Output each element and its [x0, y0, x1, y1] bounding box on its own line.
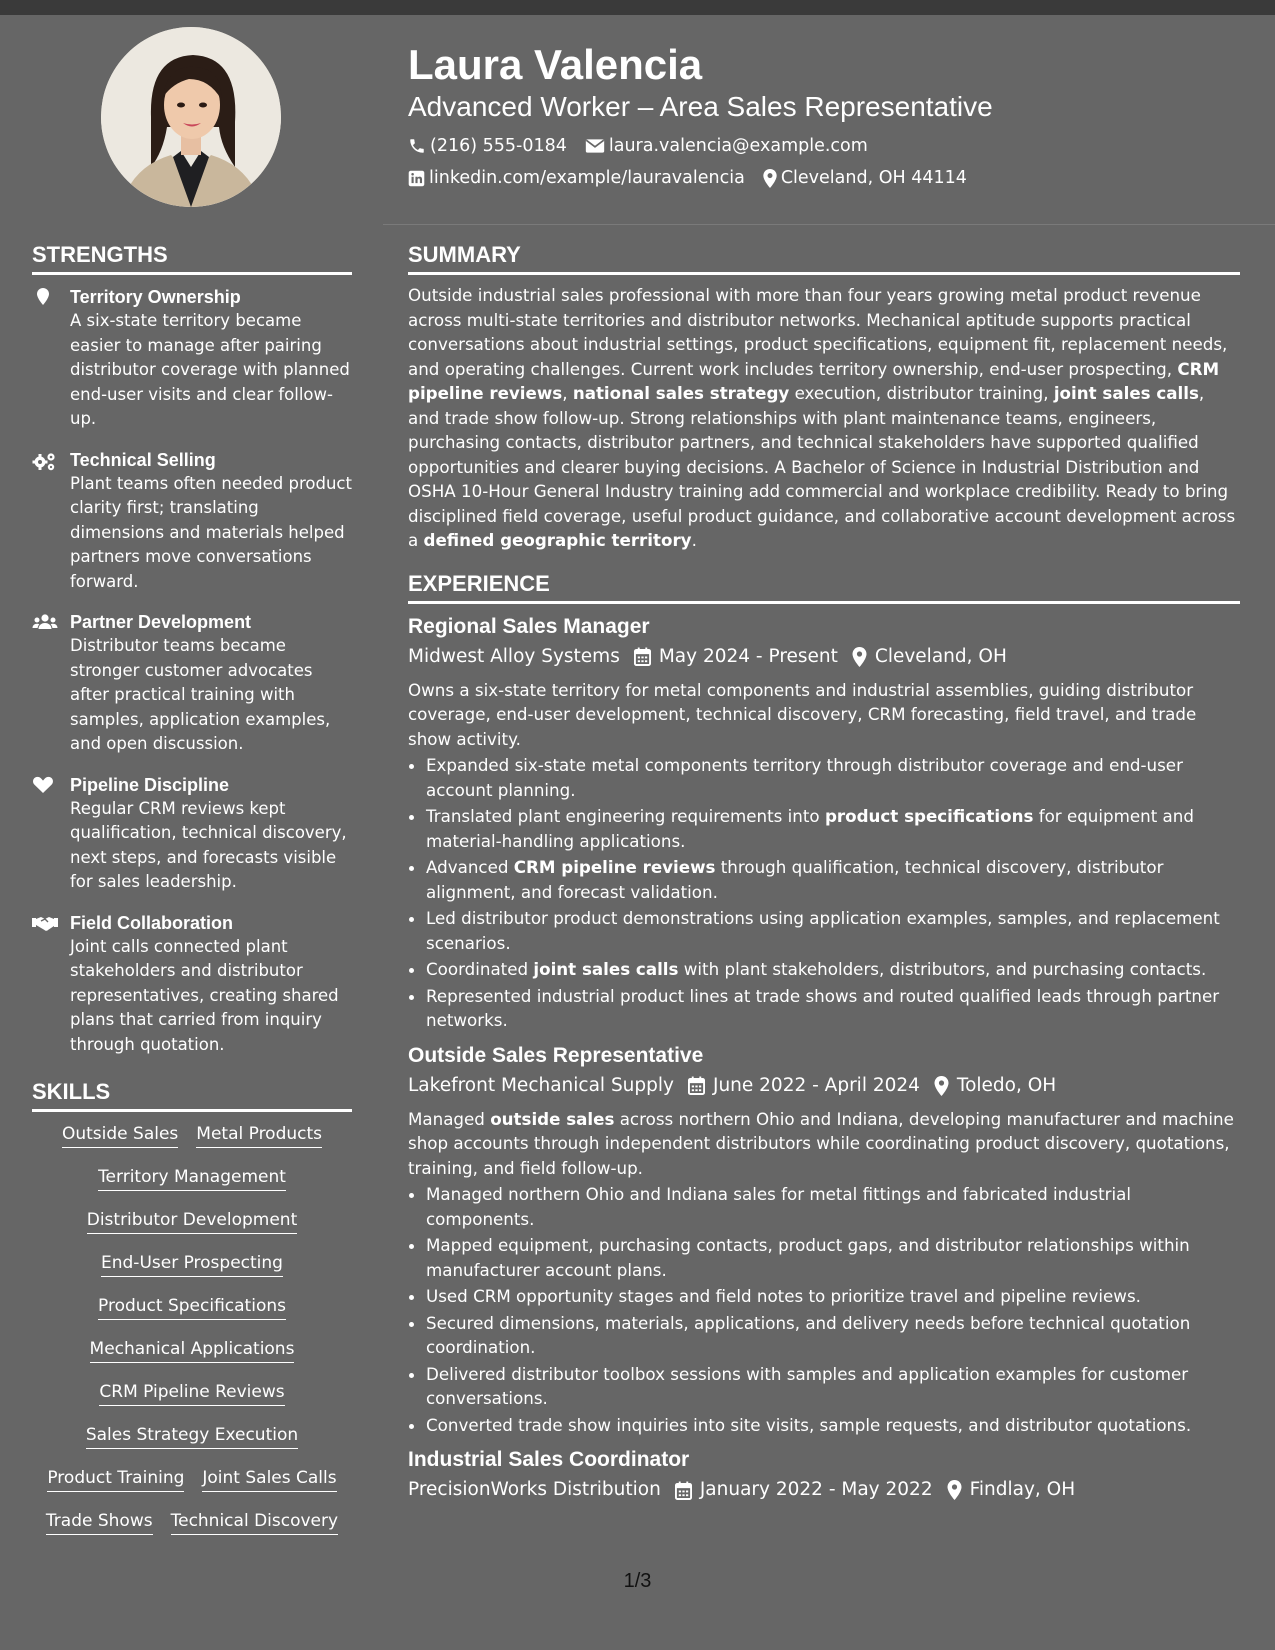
resume-header	[408, 40, 1248, 194]
envelope-icon	[585, 138, 605, 154]
body-text: Represented industrial product lines at trade shows and routed qualified leads through partner networks.	[426, 985, 1220, 1030]
job-bullet	[426, 984, 1240, 1033]
location-contact	[763, 162, 967, 194]
strength-title: Partner Development	[70, 612, 252, 632]
body-text: across northern Ohio and Indiana, developing manufacturer and machine shop accounts through independent distributors while coordinating product discovery, quotations, training, and field follow-up.	[408, 1108, 1234, 1178]
body-text: Owns a six-state territory for metal components and industrial assemblies, guiding distributor coverage, end-user development, technical discovery, CRM forecasting, field travel, and trade show activity.	[408, 679, 1197, 749]
job-meta	[408, 1071, 1240, 1101]
users-icon	[32, 612, 58, 634]
skill-tag: Metal Products	[196, 1122, 322, 1148]
linkedin-icon	[408, 170, 425, 187]
body-text: ,	[562, 383, 573, 403]
company-name: Midwest Alloy Systems	[408, 645, 620, 667]
body-text: .	[691, 530, 697, 550]
job-bullet	[426, 753, 1240, 802]
job-location	[947, 1475, 1076, 1505]
phone-text: (216) 555-0184	[430, 136, 567, 156]
strength-item	[32, 610, 352, 757]
emphasis-text: joint sales calls	[1053, 383, 1199, 403]
strengths-heading: STRENGTHS	[32, 240, 352, 275]
skills-list	[32, 1122, 352, 1535]
contact-line-1	[408, 130, 1248, 162]
map-pin-icon	[934, 1076, 949, 1096]
body-text: Mapped equipment, purchasing contacts, product gaps, and distributor relationships within manufacturer account plans.	[426, 1235, 1190, 1280]
skill-tag: Trade Shows	[46, 1509, 153, 1535]
calendar-icon	[634, 647, 651, 666]
job-summary	[408, 1107, 1240, 1181]
email-text[interactable]: laura.valencia@example.com	[608, 136, 868, 156]
handshake-icon	[32, 913, 58, 935]
skill-tag: Territory Management	[98, 1165, 286, 1191]
location-text: Cleveland, OH 44114	[780, 168, 967, 188]
skill-tag: Joint Sales Calls	[202, 1466, 336, 1492]
experience-heading: EXPERIENCE	[408, 569, 1240, 604]
skill-tag: Sales Strategy Execution	[86, 1423, 298, 1449]
experience-list	[408, 612, 1240, 1506]
skill-tag: End-User Prospecting	[101, 1251, 283, 1277]
skill-tag: Mechanical Applications	[90, 1337, 295, 1363]
job-location-text: Cleveland, OH	[874, 645, 1007, 667]
emphasis-text: defined geographic territory	[423, 530, 692, 550]
strength-desc: A six-state territory became easier to manage after pairing distributor coverage with planned end-user visits and clear follow-up.	[70, 311, 350, 428]
job-bullet	[426, 1362, 1240, 1411]
job-bullet	[426, 1311, 1240, 1360]
strength-desc: Plant teams often needed product clarity first; translating dimensions and materials helped partners move conversations forward.	[70, 473, 352, 591]
job-location-text: Findlay, OH	[969, 1479, 1076, 1500]
profile-photo	[101, 27, 281, 207]
body-text: execution, distributor training,	[789, 383, 1054, 403]
job-location	[934, 1071, 1056, 1101]
strength-title: Pipeline Discipline	[70, 774, 230, 795]
summary-text	[408, 283, 1240, 553]
strength-title: Technical Selling	[70, 449, 216, 470]
job-dates-text: January 2022 - May 2022	[699, 1479, 933, 1500]
strength-item	[32, 285, 352, 432]
job-bullet	[426, 1284, 1240, 1309]
linkedin-contact[interactable]	[408, 162, 745, 194]
phone-icon	[408, 137, 426, 155]
emphasis-text: CRM pipeline reviews	[513, 857, 716, 877]
header-divider	[383, 224, 1275, 225]
job-dates	[634, 642, 838, 672]
job-meta	[408, 642, 1240, 672]
job-entry	[408, 1445, 1240, 1505]
phone-contact	[408, 130, 567, 162]
calendar-icon	[688, 1076, 705, 1095]
job-dates	[675, 1475, 933, 1505]
job-dates-text: May 2024 - Present	[658, 645, 838, 667]
emphasis-text: outside sales	[490, 1108, 615, 1129]
job-entry	[408, 1041, 1240, 1438]
body-text: , and trade show follow-up. Strong relationships with plant maintenance teams, engineers, purchasing contacts, distributor partners, and technical stakeholders have supported qualified opportunities and clearer buying decisions. A Bachelor of Science in Industrial Distribution and OSHA 10-Hour General Industry training add commercial and workplace credibility. Ready to bring disciplined field coverage, useful product guidance, and collaborative account development across a	[408, 383, 1236, 550]
body-text: Used CRM opportunity stages and field notes to prioritize travel and pipeline reviews.	[426, 1286, 1141, 1306]
skill-tag: Distributor Development	[87, 1208, 298, 1234]
job-bullet	[426, 804, 1240, 853]
page-number: 1/3	[623, 1570, 652, 1592]
candidate-role: Advanced Worker – Area Sales Representative	[408, 91, 993, 122]
emphasis-text: CRM pipeline reviews	[408, 358, 1220, 403]
job-bullets	[408, 753, 1240, 1033]
body-text: with plant stakeholders, distributors, and purchasing contacts.	[678, 959, 1207, 979]
strength-desc: Regular CRM reviews kept qualification, technical discovery, next steps, and forecasts visible for sales leadership.	[70, 798, 347, 891]
job-bullet	[426, 855, 1240, 904]
job-bullets	[408, 1182, 1240, 1437]
body-text: Advanced	[426, 857, 514, 877]
contact-line-2	[408, 162, 1248, 194]
emphasis-text: product specifications	[824, 806, 1034, 826]
body-text: for equipment and material-handling applications.	[426, 806, 1194, 851]
skill-tag: Product Specifications	[98, 1294, 286, 1320]
map-pin-icon	[763, 169, 777, 188]
body-text: Expanded six-state metal components territory through distributor coverage and end-user account planning.	[426, 755, 1183, 800]
job-bullet	[426, 1182, 1240, 1231]
skill-tag: Product Training	[47, 1466, 184, 1492]
body-text: Delivered distributor toolbox sessions with samples and application examples for customer conversations.	[426, 1363, 1189, 1408]
map-pin-icon	[852, 647, 867, 667]
job-meta	[408, 1475, 1240, 1505]
right-column	[408, 240, 1240, 1505]
skill-tag: CRM Pipeline Reviews	[99, 1380, 284, 1406]
skill-tag: Technical Discovery	[171, 1509, 338, 1535]
job-summary	[408, 678, 1240, 752]
job-title: Regional Sales Manager	[408, 614, 650, 638]
job-title: Outside Sales Representative	[408, 1043, 704, 1067]
body-text: Secured dimensions, materials, applications, and delivery needs before technical quotation coordination.	[426, 1312, 1191, 1357]
strength-item	[32, 448, 352, 595]
job-bullet	[426, 1413, 1240, 1438]
job-bullet	[426, 1233, 1240, 1282]
gears-icon	[32, 450, 58, 472]
body-text: Led distributor product demonstrations using application examples, samples, and replacement scenarios.	[426, 908, 1220, 953]
emphasis-text: joint sales calls	[533, 959, 679, 979]
job-bullet	[426, 957, 1240, 982]
top-bar	[0, 0, 1275, 15]
calendar-icon	[675, 1481, 692, 1500]
job-title: Industrial Sales Coordinator	[408, 1448, 690, 1471]
linkedin-text[interactable]: linkedin.com/example/lauravalencia	[429, 168, 745, 188]
strength-item	[32, 773, 352, 895]
company-name: PrecisionWorks Distribution	[408, 1479, 661, 1500]
body-text: Managed	[408, 1108, 491, 1129]
body-text: Translated plant engineering requirements into	[426, 806, 825, 826]
strength-title: Territory Ownership	[70, 287, 241, 307]
body-text: Converted trade show inquiries into site visits, sample requests, and distributor quotations.	[426, 1414, 1192, 1435]
body-text: Outside industrial sales professional with more than four years growing metal product revenue across multi-state territories and distributor networks. Mechanical aptitude supports practical conversations about industrial settings, product specifications, equipment fit, replacement needs, and operating challenges. Current work includes territory ownership, end-user prospecting,	[408, 285, 1228, 379]
heart-icon	[32, 775, 58, 797]
job-bullet	[426, 906, 1240, 955]
map-pin-icon	[947, 1480, 962, 1500]
strength-desc: Distributor teams became stronger customer advocates after practical training with samples, application examples, and open discussion.	[70, 636, 331, 753]
job-dates	[688, 1071, 920, 1101]
body-text: Managed northern Ohio and Indiana sales for metal fittings and fabricated industrial components.	[426, 1184, 1131, 1229]
job-dates-text: June 2022 - April 2024	[712, 1074, 920, 1096]
emphasis-text: national sales strategy	[572, 383, 790, 403]
email-contact[interactable]	[585, 130, 868, 162]
map-pin-icon	[32, 287, 58, 309]
skills-heading: SKILLS	[32, 1077, 352, 1112]
strengths-list	[32, 285, 352, 1057]
strength-item	[32, 911, 352, 1058]
candidate-name: Laura Valencia	[408, 41, 703, 88]
job-location-text: Toledo, OH	[956, 1074, 1057, 1096]
job-location	[852, 642, 1007, 672]
company-name: Lakefront Mechanical Supply	[408, 1074, 674, 1096]
skill-tag: Outside Sales	[62, 1122, 178, 1148]
left-column	[32, 240, 352, 1535]
strength-desc: Joint calls connected plant stakeholders and distributor representatives, creating shared plans that carried from inquiry through quotation.	[70, 936, 339, 1054]
job-entry	[408, 612, 1240, 1033]
summary-heading: SUMMARY	[408, 240, 1240, 275]
body-text: Coordinated	[426, 959, 534, 979]
body-text: through qualification, technical discovery, distributor alignment, and forecast validation.	[426, 857, 1164, 902]
strength-title: Field Collaboration	[70, 912, 234, 933]
